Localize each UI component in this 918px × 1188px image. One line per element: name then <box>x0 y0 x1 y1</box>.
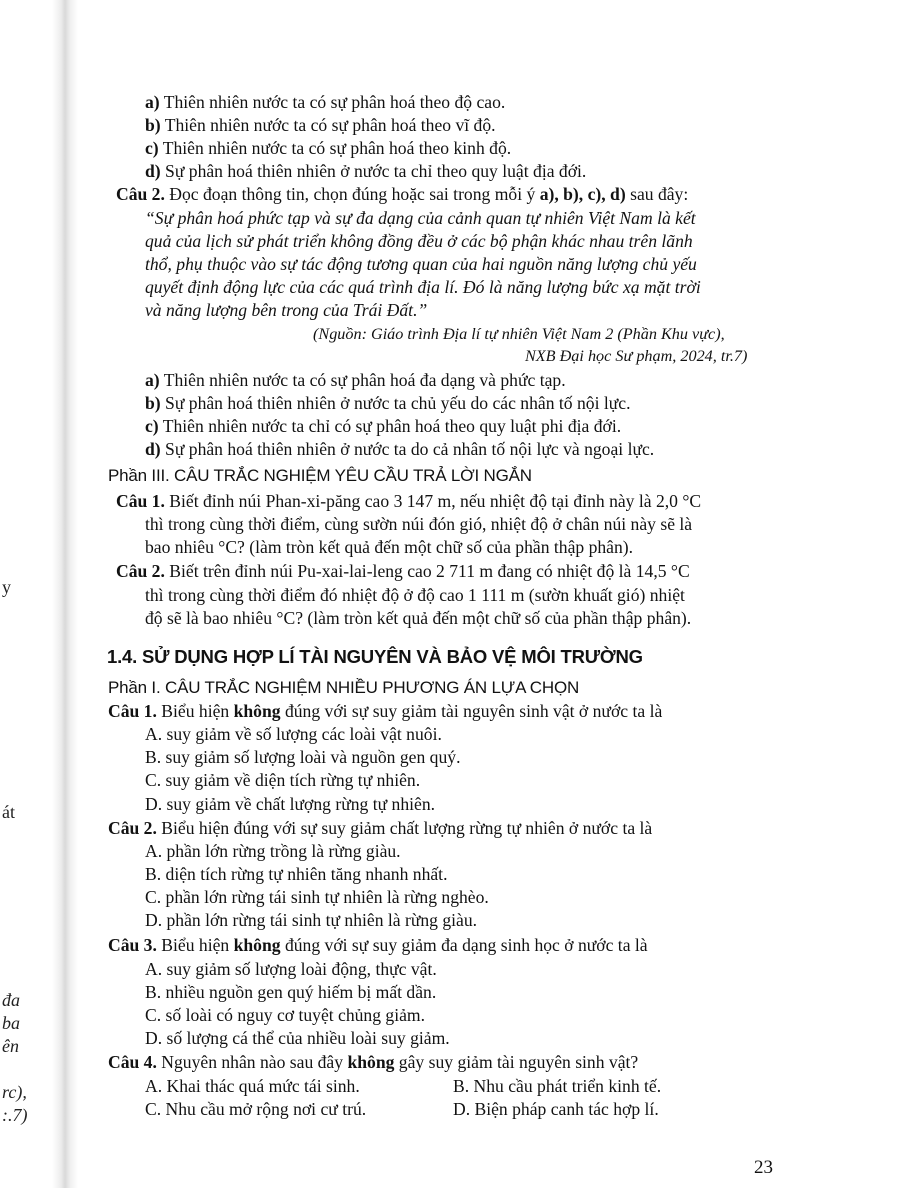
margin-fragment: :.7) <box>2 1105 28 1125</box>
quote-line: quyết định động lực của các quá trình địa lí. Đó là năng lượng bức xạ mặt trời <box>145 277 701 297</box>
question-stem: Câu 2. Biểu hiện đúng với sự suy giảm chất lượng rừng tự nhiên ở nước ta là <box>108 818 653 838</box>
statement-item: b) Sự phân hoá thiên nhiên ở nước ta chủ yếu do các nhân tố nội lực. <box>145 393 631 413</box>
part-heading: Phần I. CÂU TRẮC NGHIỆM NHIỀU PHƯƠNG ÁN LỰA CHỌN <box>108 678 580 697</box>
margin-fragment: đa <box>2 990 20 1010</box>
question-text: thì trong cùng thời điểm, cùng sườn núi đón gió, nhiệt độ ở chân núi này sẽ là <box>145 514 693 534</box>
question-prompt: Câu 2. Đọc đoạn thông tin, chọn đúng hoặc sai trong mỗi ý a), b), c), d) sau đây: <box>116 184 689 204</box>
quote-line: và năng lượng bên trong của Trái Đất.” <box>145 300 428 320</box>
question-text: thì trong cùng thời điểm đó nhiệt độ ở độ cao 1 111 m (sườn khuất gió) nhiệt <box>145 585 685 605</box>
answer-option: B. nhiều nguồn gen quý hiếm bị mất dần. <box>145 982 437 1002</box>
answer-option: B. diện tích rừng tự nhiên tăng nhanh nhất. <box>145 864 448 884</box>
answer-option: B. Nhu cầu phát triển kinh tế. <box>453 1076 662 1096</box>
margin-fragment: rc), <box>2 1082 27 1102</box>
quote-line: quả của lịch sử phát triển không đồng đều ở các bộ phận khác nhau trên lãnh <box>145 231 693 251</box>
quote-line: thổ, phụ thuộc vào sự tác động tương quan của hai nguồn năng lượng chủ yếu <box>145 254 697 274</box>
part-heading: Phần III. CÂU TRẮC NGHIỆM YÊU CẦU TRẢ LỜI NGẮN <box>108 466 532 485</box>
margin-fragment: ba <box>2 1013 20 1033</box>
answer-option: A. suy giảm số lượng loài động, thực vật. <box>145 959 437 979</box>
page-number: 23 <box>754 1157 773 1178</box>
answer-option: A. phần lớn rừng trồng là rừng giàu. <box>145 841 401 861</box>
statement-item: a) Thiên nhiên nước ta có sự phân hoá theo độ cao. <box>145 92 506 112</box>
margin-fragment: ên <box>2 1036 19 1056</box>
margin-fragment: át <box>2 802 15 822</box>
answer-option: A. suy giảm về số lượng các loài vật nuôi. <box>145 724 442 744</box>
answer-option: D. số lượng cá thể của nhiều loài suy giảm. <box>145 1028 450 1048</box>
margin-fragment: y <box>2 577 11 597</box>
answer-option: C. Nhu cầu mở rộng nơi cư trú. <box>145 1099 367 1119</box>
statement-item: d) Sự phân hoá thiên nhiên ở nước ta chỉ theo quy luật địa đới. <box>145 161 587 181</box>
answer-option: D. Biện pháp canh tác hợp lí. <box>453 1099 659 1119</box>
question-text: Câu 2. Biết trên đỉnh núi Pu-xai-lai-leng cao 2 711 m đang có nhiệt độ là 14,5 °C <box>116 561 690 581</box>
statement-item: b) Thiên nhiên nước ta có sự phân hoá theo vĩ độ. <box>145 115 496 135</box>
question-stem: Câu 4. Nguyên nhân nào sau đây không gây suy giảm tài nguyên sinh vật? <box>108 1052 639 1072</box>
question-text: độ sẽ là bao nhiêu °C? (làm tròn kết quả đến một chữ số của phần thập phân). <box>145 608 692 628</box>
answer-option: C. suy giảm về diện tích rừng tự nhiên. <box>145 770 421 790</box>
statement-item: d) Sự phân hoá thiên nhiên ở nước ta do cả nhân tố nội lực và ngoại lực. <box>145 439 655 459</box>
statement-item: c) Thiên nhiên nước ta chỉ có sự phân hoá theo quy luật phi địa đới. <box>145 416 622 436</box>
section-heading: 1.4. SỬ DỤNG HỢP LÍ TÀI NGUYÊN VÀ BẢO VỆ MÔI TRƯỜNG <box>107 646 643 667</box>
quote-line: “Sự phân hoá phức tạp và sự đa dạng của cảnh quan tự nhiên Việt Nam là kết <box>145 208 696 228</box>
question-text: Câu 1. Biết đỉnh núi Phan-xi-păng cao 3 147 m, nếu nhiệt độ tại đỉnh này là 2,0 °C <box>116 491 702 511</box>
answer-option: B. suy giảm số lượng loài và nguồn gen quý. <box>145 747 461 767</box>
question-stem: Câu 3. Biểu hiện không đúng với sự suy giảm đa dạng sinh học ở nước ta là <box>108 935 648 955</box>
source-citation: (Nguồn: Giáo trình Địa lí tự nhiên Việt Nam 2 (Phần Khu vực), <box>313 325 725 343</box>
page-gutter-shadow <box>52 0 78 1188</box>
statement-item: c) Thiên nhiên nước ta có sự phân hoá theo kinh độ. <box>145 138 512 158</box>
answer-option: A. Khai thác quá mức tái sinh. <box>145 1076 360 1096</box>
question-text: bao nhiêu °C? (làm tròn kết quả đến một chữ số của phần thập phân). <box>145 537 634 557</box>
answer-option: D. phần lớn rừng tái sinh tự nhiên là rừng giàu. <box>145 910 478 930</box>
source-citation: NXB Đại học Sư phạm, 2024, tr.7) <box>525 347 748 365</box>
answer-option: C. số loài có nguy cơ tuyệt chủng giảm. <box>145 1005 426 1025</box>
answer-option: C. phần lớn rừng tái sinh tự nhiên là rừng nghèo. <box>145 887 489 907</box>
statement-item: a) Thiên nhiên nước ta có sự phân hoá đa dạng và phức tạp. <box>145 370 566 390</box>
answer-option: D. suy giảm về chất lượng rừng tự nhiên. <box>145 794 436 814</box>
question-stem: Câu 1. Biểu hiện không đúng với sự suy giảm tài nguyên sinh vật ở nước ta là <box>108 701 663 721</box>
